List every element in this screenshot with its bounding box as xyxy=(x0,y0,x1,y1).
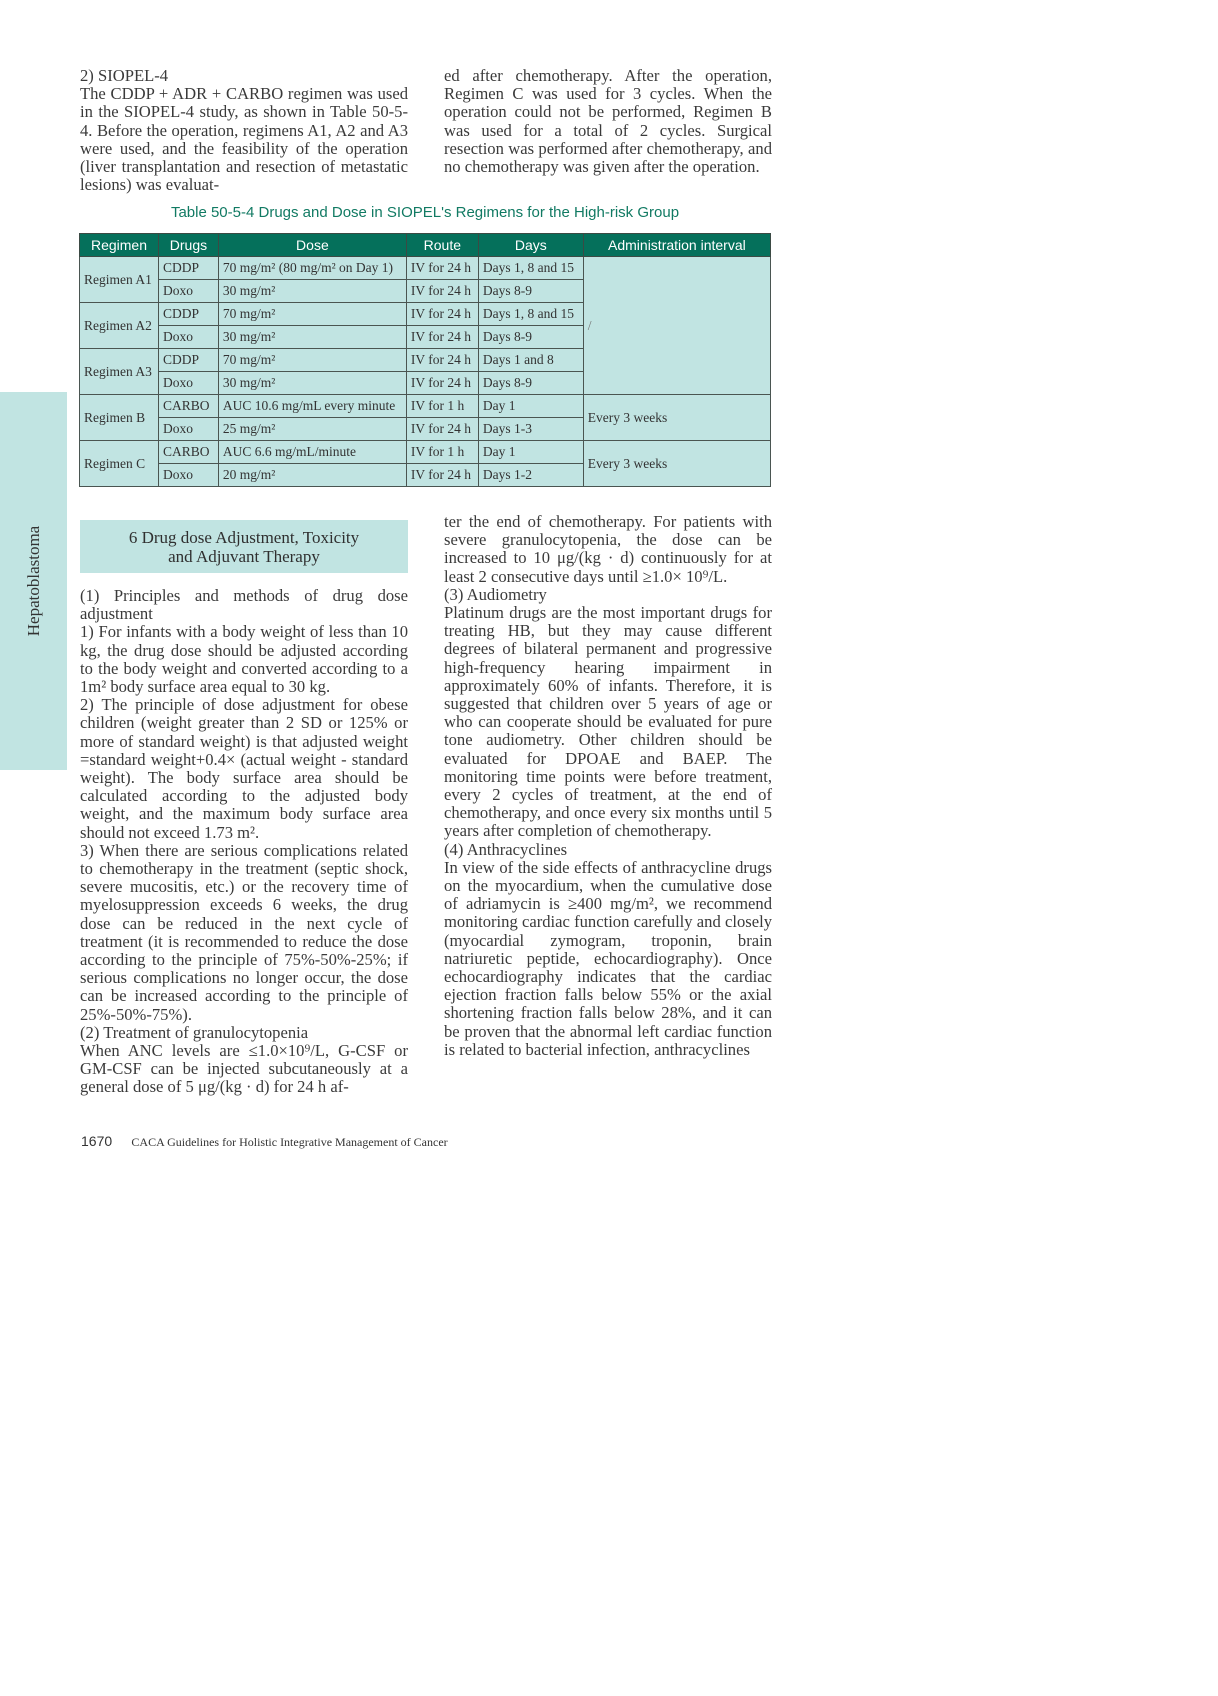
drug-cell: Doxo xyxy=(158,372,218,395)
paragraph: Platinum drugs are the most important drugs for treating HB, but they may cause different degrees of bilateral permanent and progressive high-frequency hearing impairment in approximately 60% of infants. Therefore, it is suggested that children over 5 years of age or who can cooperate should be evaluated for pure tone audiometry. Other children should be evaluated for DPOAE and BAEP. The monitoring time points were before treatment, every 2 cycles of treatment, at the end of chemotherapy, and once every six months until 5 years after completion of chemotherapy. xyxy=(444,603,772,841)
body-left-column xyxy=(80,587,408,1097)
route-cell: IV for 24 h xyxy=(406,464,478,487)
paragraph: 2) The principle of dose adjustment for obese children (weight greater than 2 SD or 125% or more of standard weight) is that adjusted weight =standard weight+0.4× (actual weight - standard weight). The body surface area should be calculated according to the adjusted body weight, and the maximum body surface area should not exceed 1.73 m². xyxy=(80,695,408,842)
days-cell: Days 8-9 xyxy=(478,372,583,395)
drug-cell: Doxo xyxy=(158,280,218,303)
paragraph: 2) SIOPEL-4 xyxy=(80,66,169,85)
paragraph: The CDDP + ADR + CARBO regimen was used in the SIOPEL-4 study, as shown in Table 50-5-4. Before the operation, regimens A1, A2 and A3 were used, and the feasibility of the operation (liver transplantation and resection of metastatic lesions) was evaluat- xyxy=(80,84,408,195)
days-cell: Days 8-9 xyxy=(478,280,583,303)
table-row xyxy=(80,395,771,418)
dose-cell: 30 mg/m² xyxy=(218,372,406,395)
header-route: Route xyxy=(406,234,478,257)
interval-cell: Every 3 weeks xyxy=(583,441,770,487)
running-title: CACA Guidelines for Holistic Integrative Management of Cancer xyxy=(131,1135,448,1149)
header-days: Days xyxy=(478,234,583,257)
section-heading-text: 6 Drug dose Adjustment, Toxicity and Adjuvant Therapy xyxy=(128,527,360,566)
days-cell: Days 1, 8 and 15 xyxy=(478,303,583,326)
route-cell: IV for 24 h xyxy=(406,257,478,280)
dose-cell: 70 mg/m² (80 mg/m² on Day 1) xyxy=(218,257,406,280)
interval-cell: / xyxy=(583,257,770,395)
dose-cell: 20 mg/m² xyxy=(218,464,406,487)
drug-cell: CDDP xyxy=(158,303,218,326)
days-cell: Days 1-3 xyxy=(478,418,583,441)
table-row xyxy=(80,257,771,280)
table-row xyxy=(80,441,771,464)
route-cell: IV for 24 h xyxy=(406,326,478,349)
paragraph: 1) For infants with a body weight of less than 10 kg, the drug dose should be adjusted according to the body weight and converted according to a 1m² body surface area equal to 30 kg. xyxy=(80,622,408,697)
paragraph: 3) When there are serious complications related to chemotherapy in the treatment (septic shock, severe mucositis, etc.) or the recovery time of myelosuppression exceeds 6 weeks, the drug dose can be reduced in the next cycle of treatment (it is recommended to reduce the dose according to the principle of 75%-50%-25%; if serious complications no longer occur, the dose can be increased according to the principle of 25%-50%-75%). xyxy=(80,840,408,1024)
dose-cell: 30 mg/m² xyxy=(218,326,406,349)
regimen-cell: Regimen A3 xyxy=(80,349,159,395)
table-caption: Table 50-5-4 Drugs and Dose in SIOPEL's Regimens for the High-risk Group xyxy=(170,204,680,221)
drug-cell: CDDP xyxy=(158,349,218,372)
side-tab xyxy=(0,392,67,770)
regimen-cell: Regimen A1 xyxy=(80,257,159,303)
days-cell: Days 1 and 8 xyxy=(478,349,583,372)
paragraph: (3) Audiometry xyxy=(444,584,547,604)
page-footer xyxy=(81,1133,448,1150)
drug-cell: Doxo xyxy=(158,418,218,441)
header-regimen: Regimen xyxy=(80,234,159,257)
route-cell: IV for 24 h xyxy=(406,372,478,395)
header-dose: Dose xyxy=(218,234,406,257)
route-cell: IV for 1 h xyxy=(406,441,478,464)
dose-cell: 25 mg/m² xyxy=(218,418,406,441)
regimen-cell: Regimen A2 xyxy=(80,303,159,349)
route-cell: IV for 1 h xyxy=(406,395,478,418)
paragraph: ter the end of chemotherapy. For patients with severe granulocytopenia, the dose can be increased to 10 μg/(kg · d) continuously for at least 2 consecutive days until ≥1.0× 10⁹/L. xyxy=(444,512,772,586)
drug-cell: CARBO xyxy=(158,441,218,464)
regimen-table xyxy=(79,233,771,487)
days-cell: Day 1 xyxy=(478,441,583,464)
paragraph: When ANC levels are ≤1.0×10⁹/L, G-CSF or GM-CSF can be injected subcutaneously at a general dose of 5 μg/(kg · d) for 24 h af- xyxy=(80,1041,408,1097)
interval-cell: Every 3 weeks xyxy=(583,395,770,441)
intro-right-column xyxy=(444,67,772,176)
drug-cell: Doxo xyxy=(158,464,218,487)
header-drugs: Drugs xyxy=(158,234,218,257)
days-cell: Days 1-2 xyxy=(478,464,583,487)
dose-cell: 70 mg/m² xyxy=(218,303,406,326)
regimen-cell: Regimen C xyxy=(80,441,159,487)
drug-cell: CARBO xyxy=(158,395,218,418)
regimen-cell: Regimen B xyxy=(80,395,159,441)
days-cell: Day 1 xyxy=(478,395,583,418)
paragraph: ed after chemotherapy. After the operation, Regimen C was used for 3 cycles. When the operation could not be performed, Regimen B was used for a total of 2 cycles. Surgical resection was performed after chemotherapy, and no chemotherapy was given after the operation. xyxy=(444,66,772,177)
section-heading xyxy=(80,520,408,573)
days-cell: Days 8-9 xyxy=(478,326,583,349)
dose-cell: AUC 6.6 mg/mL/minute xyxy=(218,441,406,464)
route-cell: IV for 24 h xyxy=(406,349,478,372)
paragraph: (1) Principles and methods of drug dose adjustment xyxy=(80,586,408,624)
table-header-row xyxy=(80,234,771,257)
drug-cell: Doxo xyxy=(158,326,218,349)
dose-cell: 30 mg/m² xyxy=(218,280,406,303)
dose-cell: 70 mg/m² xyxy=(218,349,406,372)
route-cell: IV for 24 h xyxy=(406,303,478,326)
body-right-column xyxy=(444,513,772,1059)
side-tab-label: Hepatoblastoma xyxy=(23,525,43,637)
paragraph: (4) Anthracyclines xyxy=(444,839,568,859)
header-interval: Administration interval xyxy=(583,234,770,257)
paragraph: In view of the side effects of anthracycline drugs on the myocardium, when the cumulative dose of adriamycin is ≥400 mg/m², we recommend monitoring cardiac function carefully and closely (myocardial zymogram, troponin, brain natriuretic peptide, echocardiography). Once echocardiography indicates that the cardiac ejection fraction falls below 55% or the axial shortening fraction falls below 28%, and it can be proven that the abnormal left cardiac function is related to bacterial infection, anthracyclines xyxy=(444,857,772,1059)
route-cell: IV for 24 h xyxy=(406,280,478,303)
intro-left-column xyxy=(80,67,408,194)
drug-cell: CDDP xyxy=(158,257,218,280)
route-cell: IV for 24 h xyxy=(406,418,478,441)
dose-cell: AUC 10.6 mg/mL every minute xyxy=(218,395,406,418)
days-cell: Days 1, 8 and 15 xyxy=(478,257,583,280)
page-number: 1670 xyxy=(81,1133,113,1149)
paragraph: (2) Treatment of granulocytopenia xyxy=(80,1022,309,1042)
